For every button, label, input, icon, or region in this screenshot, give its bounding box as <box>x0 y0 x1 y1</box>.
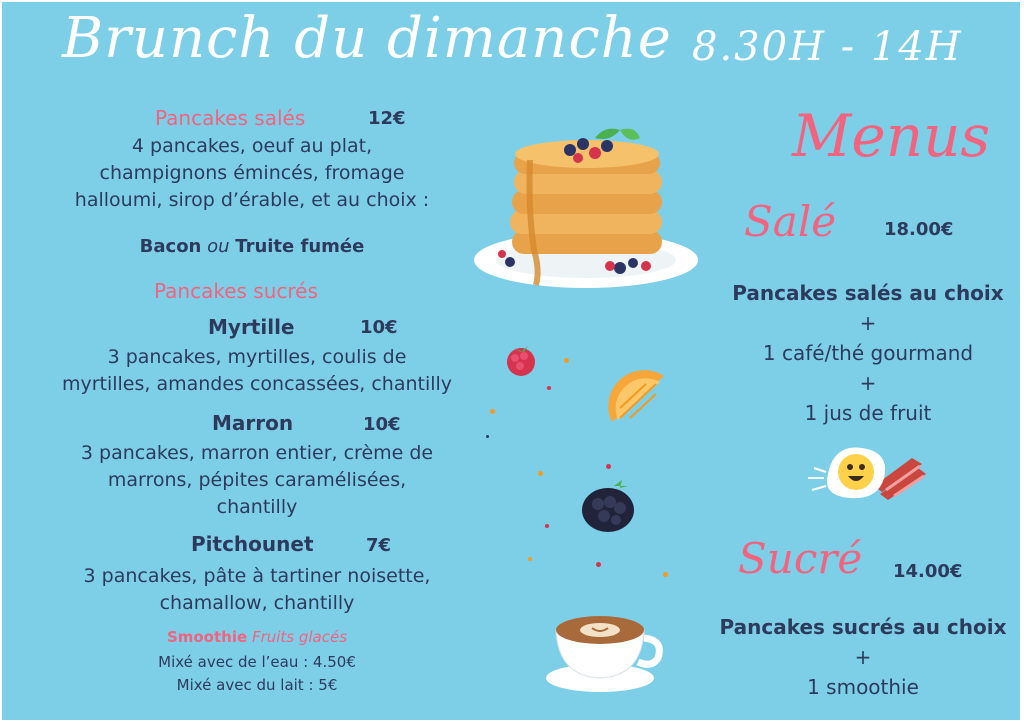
menu-sale-line: Pancakes salés au choix <box>732 281 1004 305</box>
smoothie-label: Smoothie <box>166 628 248 646</box>
item-desc-myrtille <box>32 344 482 398</box>
decor-dot <box>538 471 543 476</box>
menu-sucre-price: 14.00€ <box>893 561 963 582</box>
sales-desc-line: 4 pancakes, oeuf au plat, <box>131 135 373 157</box>
opening-hours: 8.30H - 14H <box>692 24 963 70</box>
smoothie-prices <box>62 651 452 697</box>
menu-sale-contents <box>718 278 1018 428</box>
menu-sale-line: + <box>859 311 877 335</box>
choice-or: ou <box>207 236 230 257</box>
item-desc-line: marrons, pépites caramélisées, <box>107 469 407 491</box>
sales-description <box>42 133 462 214</box>
item-desc-pitchounet <box>32 563 482 617</box>
sales-price: 12€ <box>368 108 406 129</box>
choice-truite: Truite fumée <box>235 236 365 257</box>
decor-dot <box>490 409 495 414</box>
decor-dot <box>486 435 489 438</box>
item-desc-line: 3 pancakes, marron entier, crème de <box>80 442 434 464</box>
smoothie-heading <box>62 628 452 646</box>
item-price-myrtille: 10€ <box>360 317 398 338</box>
sales-desc-line: halloumi, sirop d’érable, et au choix : <box>74 189 430 211</box>
item-name-pitchounet: Pitchounet <box>191 532 314 556</box>
menu-sucre-line: + <box>854 645 872 669</box>
menu-sale-line: 1 café/thé gourmand <box>762 341 974 365</box>
menu-sucre-line: Pancakes sucrés au choix <box>719 615 1007 639</box>
page-title: Brunch du dimanche <box>62 6 672 71</box>
item-desc-line: myrtilles, amandes concassées, chantilly <box>61 373 453 395</box>
sales-heading: Pancakes salés <box>155 106 306 130</box>
mint-leaf <box>595 129 620 139</box>
menu-sucre-title: Sucré <box>738 534 863 583</box>
sales-desc-line: champignons émincés, fromage <box>99 162 405 184</box>
item-price-marron: 10€ <box>363 414 401 435</box>
decor-dot <box>596 562 601 567</box>
choice-bacon: Bacon <box>139 236 202 257</box>
decor-dot <box>606 464 611 469</box>
egg-and-bacon-icon <box>804 434 928 518</box>
decor-dot <box>663 572 668 577</box>
menu-page <box>2 2 1020 720</box>
sucres-heading: Pancakes sucrés <box>154 279 318 303</box>
item-price-pitchounet: 7€ <box>366 535 392 556</box>
smoothie-line: Mixé avec de l’eau : 4.50€ <box>158 653 356 671</box>
decor-dot <box>528 557 532 561</box>
orange-slice-icon <box>606 370 680 442</box>
menu-sale-line: 1 jus de fruit <box>804 401 932 425</box>
decor-dot <box>564 358 569 363</box>
smoothie-line: Mixé avec du lait : 5€ <box>176 676 338 694</box>
menu-sucre-line: 1 smoothie <box>807 675 919 699</box>
menu-sale-price: 18.00€ <box>884 219 954 240</box>
decor-dot <box>545 524 549 528</box>
item-name-myrtille: Myrtille <box>208 315 295 339</box>
menu-sucre-contents <box>708 612 1018 702</box>
raspberry-icon <box>502 340 540 378</box>
item-name-marron: Marron <box>212 411 294 435</box>
menu-sale-title: Salé <box>744 197 837 246</box>
blackberry-icon <box>576 476 640 536</box>
sales-choice <box>42 236 462 257</box>
smoothie-sub: Fruits glacés <box>251 628 348 646</box>
item-desc-line: chamallow, chantilly <box>159 592 355 614</box>
item-desc-line: chantilly <box>216 496 298 518</box>
menus-title: Menus <box>792 102 991 170</box>
item-desc-line: 3 pancakes, myrtilles, coulis de <box>107 346 407 368</box>
coffee-cup-icon <box>542 610 666 694</box>
decor-dot <box>547 386 551 390</box>
item-desc-marron <box>32 440 482 521</box>
menu-sale-line: + <box>859 371 877 395</box>
item-desc-line: 3 pancakes, pâte à tartiner noisette, <box>83 565 431 587</box>
pancake-stack-illustration <box>470 120 702 305</box>
